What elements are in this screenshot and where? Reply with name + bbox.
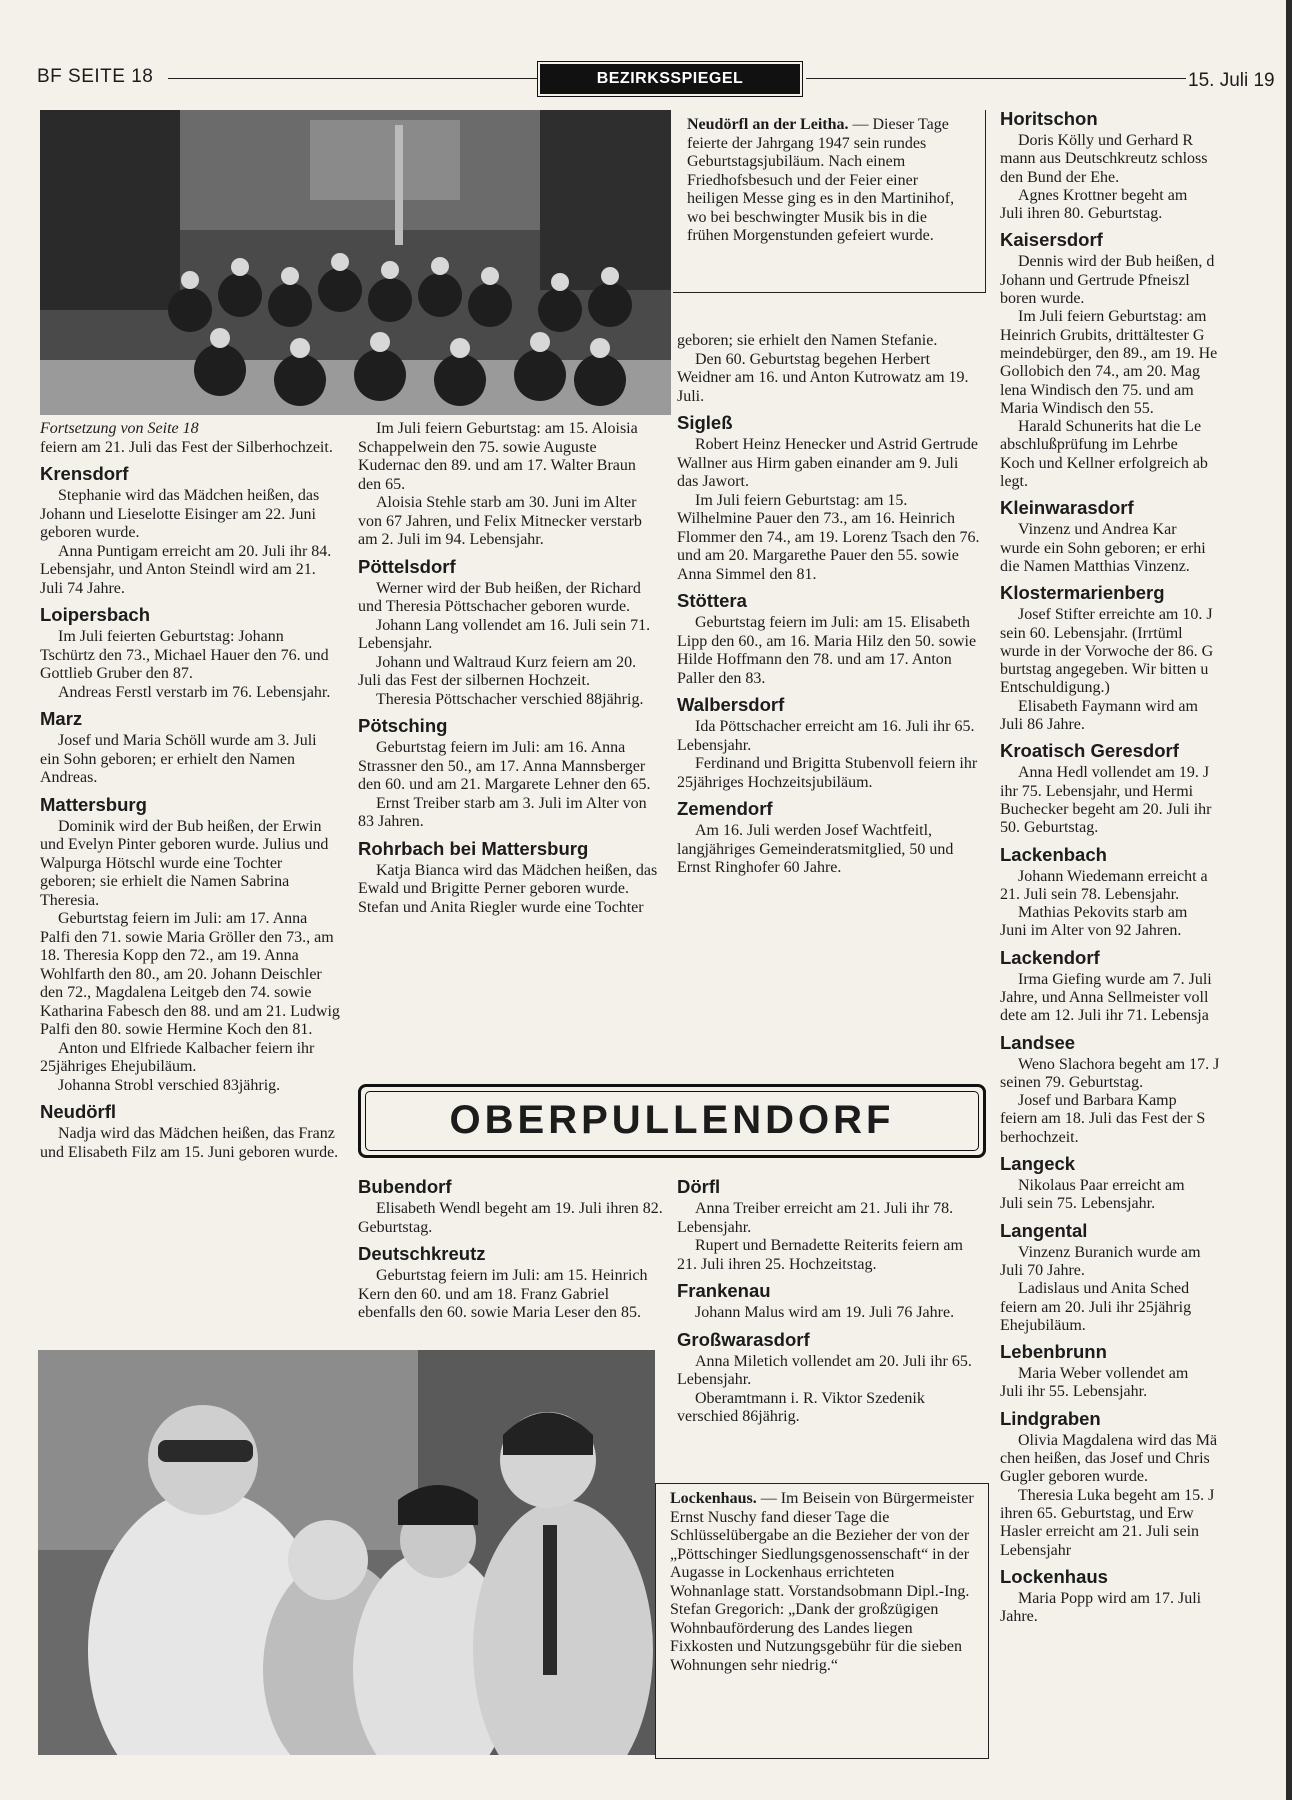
heading-lebenbrunn: Lebenbrunn (1000, 1341, 1107, 1363)
article-line: Jahre, und Anna Sellmeister voll (1000, 988, 1209, 1006)
heading-doerfl: Dörfl (677, 1176, 721, 1197)
caption-place: Lockenhaus. (670, 1490, 757, 1507)
article-line: Buchecker begeht am 20. Juli ihr (1000, 800, 1212, 818)
article-line: dete am 12. Juli ihr 71. Lebensja (1000, 1007, 1209, 1025)
key-handover-photo (38, 1350, 655, 1755)
article-line: Irma Giefing wurde am 7. Juli (1018, 970, 1212, 988)
article-paragraph: feiern am 21. Juli das Fest der Silberhochzeit. (40, 438, 333, 456)
heading-kleinwarasdorf: Kleinwarasdorf (1000, 497, 1134, 519)
heading-sigless: Sigleß (677, 412, 733, 433)
article-paragraph: Anna Miletich vollendet am 20. Juli ihr 65. Lebensjahr. (677, 1352, 972, 1388)
heading-lackenbach: Lackenbach (1000, 843, 1107, 865)
article-line: Juni im Alter von 92 Jahren. (1000, 922, 1182, 940)
article-line: chen heißen, das Josef und Chris (1000, 1450, 1210, 1468)
article-line: wurde ein Sohn geboren; er erhi (1000, 539, 1206, 557)
article-line: Lebensjahr (1000, 1541, 1072, 1559)
header-rule-right (806, 78, 1186, 79)
column-3 (677, 332, 982, 878)
article-paragraph: Anton und Elfriede Kalbacher feiern ihr 25jähriges Ehejubiläum. (40, 1039, 315, 1075)
article-line: feiern am 20. Juli ihr 25jährig (1000, 1298, 1192, 1316)
article-paragraph: Im Juli feiern Geburtstag: am 15. Wilhelmine Pauer den 73., am 16. Heinrich Flommer den 74., am 19. Lorenz Tsach den 76. und am 20. Margarethe Pauer den 55. sowie Anna Simmel den 81. (677, 491, 980, 583)
heading-klostermarienberg: Klostermarienberg (1000, 582, 1165, 604)
article-line: wurde in der Vorwoche der 86. G (1000, 642, 1214, 660)
region-banner (358, 1084, 986, 1158)
article-line: Anna Hedl vollendet am 19. J (1018, 764, 1210, 782)
heading-poettelsdorf: Pöttelsdorf (358, 555, 456, 577)
article-line: Elisabeth Faymann wird am (1018, 697, 1198, 715)
article-line: Josef Stifter erreichte am 10. J (1018, 606, 1213, 624)
article-line: boren wurde. (1000, 290, 1085, 308)
article-line: Vinzenz und Andrea Kar (1018, 521, 1177, 539)
heading-horitschon: Horitschon (1000, 108, 1098, 129)
article-line: lena Windisch den 75. und am (1000, 381, 1194, 399)
article-line: Juli ihren 80. Geburtstag. (1000, 205, 1163, 223)
heading-krensdorf: Krensdorf (40, 463, 129, 484)
column-1 (40, 420, 340, 1162)
photo-caption-neudoerfl (673, 110, 986, 293)
article-line: Jahre. (1000, 1608, 1038, 1626)
article-line: Weno Slachora begeht am 17. J (1018, 1055, 1220, 1073)
caption-body: — Dieser Tage feierte der Jahrgang 1947 sein rundes Geburtstagsjubiläum. Nach einem Friedhofsbesuch und der Feier einer heiligen Messe ging es in den Martinihof, wo bei beschwingter Musik bis in die frühen Morgenstunden gefeiert wurde. (687, 116, 955, 244)
heading-loipersbach: Loipersbach (40, 604, 150, 625)
article-paragraph: Oberamtmann i. R. Viktor Szedenik verschied 86jährig. (677, 1389, 925, 1425)
article-line: Josef und Barbara Kamp (1018, 1092, 1177, 1110)
article-line: Hasler erreicht am 21. Juli sein (1000, 1523, 1200, 1541)
article-paragraph: geboren; sie erhielt den Namen Stefanie. (677, 332, 938, 349)
heading-kaisersdorf: Kaisersdorf (1000, 229, 1103, 251)
heading-langeck: Langeck (1000, 1153, 1076, 1175)
article-line: Juli ihr 55. Lebensjahr. (1000, 1383, 1148, 1401)
issue-date: 15. Juli 19 (1188, 70, 1275, 91)
heading-mattersburg: Mattersburg (40, 793, 147, 815)
article-line: Juli sein 75. Lebensjahr. (1000, 1195, 1156, 1213)
article-line: feiern am 18. Juli das Fest der S (1000, 1110, 1206, 1128)
column-4 (358, 1170, 663, 1323)
article-paragraph: Robert Heinz Henecker und Astrid Gertrude Wallner aus Hirm gaben einander am 9. Juli das Jawort. (677, 436, 979, 490)
article-line: Maria Popp wird am 17. Juli (1018, 1589, 1202, 1607)
article-line: burtstag angegeben. Wir bitten u (1000, 661, 1209, 679)
article-paragraph: Johann Malus wird am 19. Juli 76 Jahre. (695, 1304, 955, 1321)
key-handover-photo-image (38, 1350, 655, 1755)
article-line: Dennis wird der Bub heißen, d (1018, 253, 1215, 271)
article-line: Mathias Pekovits starb am (1018, 904, 1188, 922)
article-line: Agnes Krottner begeht am (1018, 186, 1188, 204)
article-paragraph: Anna Treiber erreicht am 21. Juli ihr 78. Lebensjahr. (677, 1200, 954, 1236)
article-paragraph: Johanna Strobl verschied 83jährig. (58, 1076, 281, 1094)
article-line: Maria Windisch den 55. (1000, 399, 1154, 417)
article-paragraph: Stephanie wird das Mädchen heißen, das Johann und Lieselotte Eisinger am 22. Juni geboren wurde. (40, 487, 320, 541)
article-line: berhochzeit. (1000, 1128, 1079, 1146)
article-line: Theresia Luka begeht am 15. J (1018, 1486, 1215, 1504)
heading-walbersdorf: Walbersdorf (677, 694, 785, 715)
article-line: 21. Juli sein 78. Lebensjahr. (1000, 885, 1180, 903)
heading-zemendorf: Zemendorf (677, 798, 773, 819)
article-paragraph: Ernst Treiber starb am 3. Juli im Alter von 83 Jahren. (358, 794, 647, 830)
article-paragraph: Johann und Waltraud Kurz feiern am 20. Juli das Fest der silbernen Hochzeit. (358, 653, 637, 689)
heading-grosswarasdorf: Großwarasdorf (677, 1328, 810, 1350)
article-paragraph: Geburtstag feiern im Juli: am 16. Anna Strassner den 50., am 17. Anna Mannsberger den 60. und am 21. Margarete Lehner den 65. (358, 739, 651, 793)
article-line: Juli 86 Jahre. (1000, 716, 1085, 734)
group-photo (40, 110, 671, 415)
page-binding-edge (1286, 0, 1292, 1800)
article-line: Johann Wiedemann erreicht a (1018, 867, 1208, 885)
article-paragraph: Am 16. Juli werden Josef Wachtfeitl, langjähriges Gemeinderatsmitglied, 50 und Ernst Ringhofer 60 Jahre. (677, 822, 954, 876)
heading-lackendorf: Lackendorf (1000, 946, 1100, 968)
article-line: Ehejubiläum. (1000, 1316, 1086, 1334)
article-paragraph: Geburtstag feiern im Juli: am 15. Elisabeth Lipp den 60., am 16. Maria Hilz den 50. sowie Hilde Hoffmann den 78. und am 17. Anton Paller den 83. (677, 614, 977, 687)
group-photo-image (40, 110, 671, 415)
heading-kroatisch-geresdorf: Kroatisch Geresdorf (1000, 740, 1179, 762)
article-paragraph: Werner wird der Bub heißen, der Richard und Theresia Pöttschacher geboren wurde. (358, 579, 641, 615)
heading-marz: Marz (40, 708, 83, 729)
article-line: legt. (1000, 473, 1028, 491)
caption-body: — Im Beisein von Bürgermeister Ernst Nuschy fand dieser Tage die Schlüsselübergabe an die Bezieher der von der „Pöttschinger Siedlungsgenossenschaft“ in der Augasse in Lockenhaus errichteten Wohnanlage statt. Vorstandsobmann Dipl.-Ing. Stefan Gregorich: „Dank der großzügigen Wohnbauförderung des Landes liegen Fixkosten und Nutzungsgebühr für die sieben Wohnungen sehr niedrig.“ (670, 1490, 974, 1674)
page-number: BF SEITE 18 (37, 66, 154, 87)
article-paragraph: Im Juli feiern Geburtstag: am 15. Aloisia Schappelwein den 75. sowie Auguste Kudernac den 89. und am 17. Walter Braun den 65. (358, 420, 638, 493)
article-paragraph: Johann Lang vollendet am 16. Juli sein 71. Lebensjahr. (358, 616, 651, 652)
article-paragraph: Ida Pöttschacher erreicht am 16. Juli ihr 65. Lebensjahr. (677, 718, 975, 754)
heading-neudoerfl: Neudörfl (40, 1101, 117, 1122)
heading-landsee: Landsee (1000, 1031, 1076, 1053)
article-paragraph: Ferdinand und Brigitta Stubenvoll feiern ihr 25jähriges Hochzeitsjubiläum. (677, 755, 978, 791)
article-line: ihr 75. Lebensjahr, und Hermi (1000, 782, 1194, 800)
continuation-note: Fortsetzung von Seite 18 (40, 420, 199, 437)
article-line: Juli 70 Jahre. (1000, 1261, 1085, 1279)
article-line: abschlußprüfung im Lehrbe (1000, 436, 1178, 454)
heading-lockenhaus: Lockenhaus (1000, 1565, 1108, 1587)
column-6 (1000, 108, 1290, 1626)
article-line: Im Juli feiern Geburtstag: am (1018, 308, 1207, 326)
article-line: Harald Schunerits hat die Le (1018, 418, 1202, 436)
article-paragraph: Aloisia Stehle starb am 30. Juni im Alter von 67 Jahren, und Felix Mitnecker verstarb am 2. Juli im 94. Lebensjahr. (358, 494, 642, 548)
article-line: Doris Kölly und Gerhard R (1018, 132, 1194, 149)
article-line: Entschuldigung.) (1000, 679, 1110, 697)
article-paragraph: Elisabeth Wendl begeht am 19. Juli ihren 82. Geburtstag. (358, 1200, 663, 1236)
article-paragraph: Josef und Maria Schöll wurde am 3. Juli ein Sohn geboren; er erhielt den Namen Andreas. (40, 732, 317, 786)
article-line: sein 60. Lebensjahr. (Irrtüml (1000, 624, 1183, 642)
caption-place: Neudörfl an der Leitha. (687, 116, 849, 133)
photo-caption-lockenhaus (655, 1483, 989, 1759)
heading-poetsching: Pötsching (358, 715, 448, 736)
column-5 (677, 1170, 982, 1427)
caption-text (670, 1490, 974, 1675)
article-paragraph: Nadja wird das Mädchen heißen, das Franz und Elisabeth Filz am 15. Juni geboren wurde. (40, 1125, 339, 1161)
article-paragraph: Im Juli feierten Geburtstag: Johann Tschürtz den 73., Michael Hauer den 76. und Gottlieb Gruber den 87. (40, 628, 329, 682)
heading-langental: Langental (1000, 1219, 1088, 1241)
heading-rohrbach: Rohrbach bei Mattersburg (358, 837, 589, 859)
heading-deutschkreutz: Deutschkreutz (358, 1243, 486, 1264)
article-paragraph: Den 60. Geburtstag begehen Herbert Weidner am 16. und Anton Kutrowatz am 19. Juli. (677, 350, 969, 405)
page-header (0, 64, 1292, 94)
caption-text (687, 116, 971, 246)
article-line: Olivia Magdalena wird das Mä (1018, 1431, 1218, 1449)
article-paragraph: Rupert und Bernadette Reiterits feiern am 21. Juli ihren 25. Hochzeitstag. (677, 1237, 963, 1273)
article-paragraph: Theresia Pöttschacher verschied 88jährig. (376, 690, 644, 708)
article-line: die Namen Matthias Vinzenz. (1000, 557, 1190, 575)
section-title: BEZIRKSSPIEGEL (540, 64, 800, 94)
article-paragraph: Andreas Ferstl verstarb im 76. Lebensjahr. (58, 683, 331, 701)
heading-bubendorf: Bubendorf (358, 1176, 452, 1197)
article-paragraph: Katja Bianca wird das Mädchen heißen, das Ewald und Brigitte Perner geboren wurde. Stefan und Anita Riegler wurde eine Tochter (358, 861, 658, 916)
article-line: Maria Weber vollendet am (1018, 1365, 1189, 1383)
article-paragraph: Dominik wird der Bub heißen, der Erwin und Evelyn Pinter geboren wurde. Julius und Walpurga Hötschl wurde eine Tochter geboren; sie erhielt die Namen Sabrina Theresia. (40, 817, 329, 909)
article-line: Koch und Kellner erfolgreich ab (1000, 454, 1208, 472)
article-paragraph: Geburtstag feiern im Juli: am 15. Heinrich Kern den 60. und am 18. Franz Gabriel ebenfalls den 60. sowie Maria Leser den 85. (358, 1267, 648, 1321)
article-line: Nikolaus Paar erreicht am (1018, 1177, 1185, 1195)
article-line: mann aus Deutschkreutz schloss (1000, 150, 1208, 168)
article-line: Gollobich den 74., am 20. Mag (1000, 363, 1200, 381)
article-line: Gugler geboren wurde. (1000, 1468, 1148, 1486)
article-line: meindebürger, den 89., am 19. He (1000, 344, 1218, 362)
article-line: Vinzenz Buranich wurde am (1018, 1243, 1201, 1261)
region-banner-title: OBERPULLENDORF (365, 1091, 979, 1151)
column-2 (358, 420, 662, 917)
header-rule-left (168, 78, 538, 79)
article-line: 50. Geburtstag. (1000, 819, 1099, 837)
article-line: Heinrich Grubits, drittältester G (1000, 326, 1205, 344)
article-line: seinen 79. Geburtstag. (1000, 1073, 1144, 1091)
heading-lindgraben: Lindgraben (1000, 1407, 1101, 1429)
article-paragraph: Anna Puntigam erreicht am 20. Juli ihr 84. Lebensjahr, und Anton Steindl wird am 21. Juli 74 Jahre. (40, 542, 332, 597)
article-paragraph: Geburtstag feiern im Juli: am 17. Anna Palfi den 71. sowie Maria Gröller den 73., am 18. Theresia Kopp den 72., am 19. Anna Wohlfarth den 80., am 20. Johann Deischler den 72., Magdalena Leitgeb den 74. sowie Katharina Fabesch den 88. und am 21. Ludwig Palfi den 80. sowie Hermine Koch den 81. (40, 910, 340, 1038)
heading-stoettera: Stöttera (677, 590, 747, 611)
article-line: den Bund der Ehe. (1000, 168, 1120, 186)
article-line: ihren 65. Geburtstag, und Erw (1000, 1504, 1194, 1522)
article-line: Ladislaus und Anita Sched (1018, 1280, 1190, 1298)
article-line: Johann und Gertrude Pfneiszl (1000, 271, 1190, 289)
heading-frankenau: Frankenau (677, 1280, 771, 1301)
